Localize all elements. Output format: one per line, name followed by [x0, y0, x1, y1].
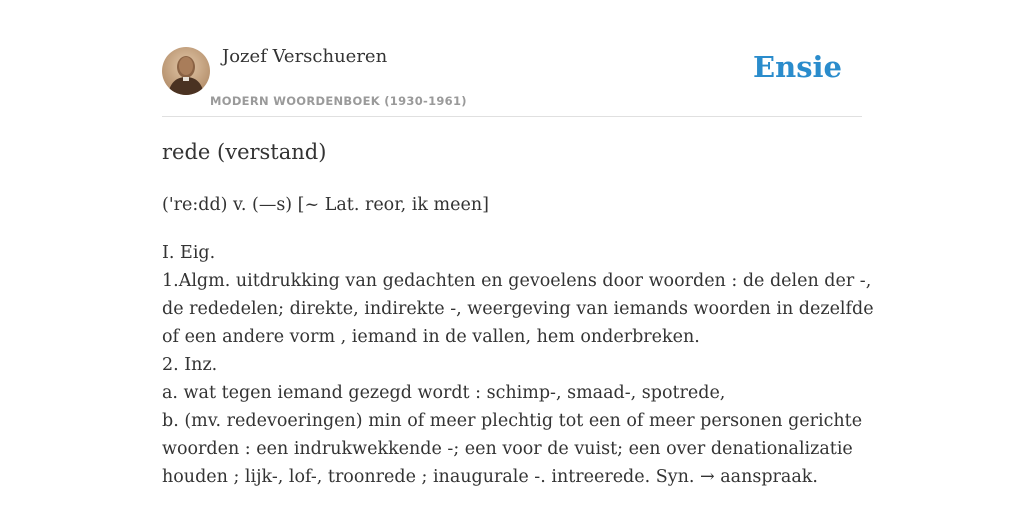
definition-line: 2. Inz.: [162, 355, 218, 375]
definition-line: b. (mv. redevoeringen) min of meer plechtig tot een of meer personen gerichte: [162, 411, 863, 431]
entry-pronunciation: ('re:dd) v. (—s) [~ Lat. reor, ik meen]: [162, 195, 489, 215]
definition-line: woorden : een indrukwekkende -; een voor de vuist; een over denationalizatie: [162, 439, 853, 459]
author-name[interactable]: Jozef Verschueren: [222, 46, 388, 67]
definition-line: 1.Algm. uitdrukking van gedachten en gevoelens door woorden : de delen der -,: [162, 271, 872, 291]
dictionary-source[interactable]: MODERN WOORDENBOEK (1930-1961): [210, 94, 467, 108]
author-avatar[interactable]: [162, 47, 210, 95]
ensie-logo[interactable]: Ensie: [753, 50, 842, 84]
header: [162, 44, 862, 117]
definition-line: a. wat tegen iemand gezegd wordt : schimp-, smaad-, spotrede,: [162, 383, 726, 403]
definition-line: I. Eig.: [162, 243, 216, 263]
entry-title: rede (verstand): [162, 140, 327, 164]
definition-line: houden ; lijk-, lof-, troonrede ; inaugurale -. intreerede. Syn. → aanspraak.: [162, 467, 818, 487]
definition-line: de rededelen; direkte, indirekte -, weergeving van iemands woorden in dezelfde: [162, 299, 874, 319]
entry-definition: [162, 239, 882, 491]
definition-line: of een andere vorm , iemand in de vallen, hem onderbreken.: [162, 327, 700, 347]
